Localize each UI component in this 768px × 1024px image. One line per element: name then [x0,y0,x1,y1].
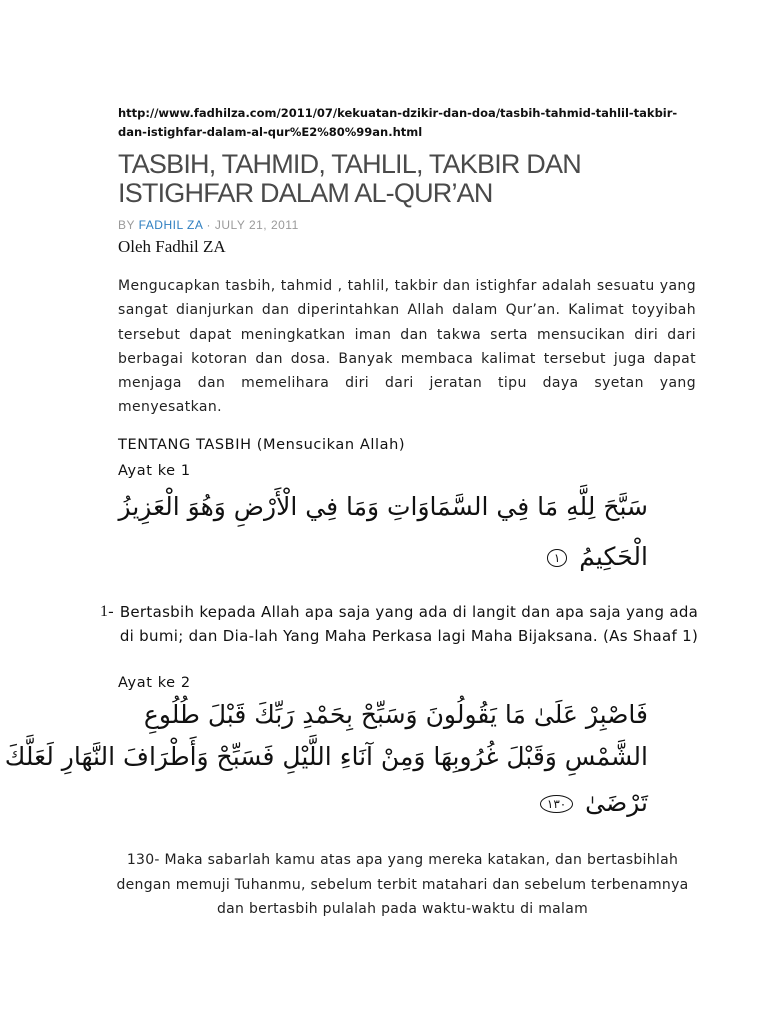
ayat-2-label: Ayat ke 2 [118,675,191,691]
ayat-1-translation-block [100,600,700,648]
ayat-2-arabic-text: تَرْضَىٰ [585,788,648,817]
ayat-2-arabic-line-1: فَاصْبِرْ عَلَىٰ مَا يَقُولُونَ وَسَبِّحْ بِحَمْدِ رَبِّكَ قَبْلَ طُلُوعِ [143,700,648,729]
article-title: TASBIH, TAHMID, TAHLIL, TAKBIR DAN ISTIGHFAR DALAM AL-QUR’AN [118,149,581,208]
source-url[interactable]: http://www.fadhilza.com/2011/07/kekuatan-dzikir-dan-doa/tasbih-tahmid-tahlil-takbir-dan-istighfar-dalam-al-qur%E2%80%99an.html [118,106,678,139]
ayat-1-translation: Bertasbih kepada Allah apa saja yang ada di langit dan apa saja yang ada di bumi; dan Dia-lah Yang Maha Perkasa lagi Maha Bijaksana. (As Shaaf 1) [119,603,699,645]
intro-paragraph: Mengucapkan tasbih, tahmid , tahlil, takbir dan istighfar adalah sesuatu yang sangat dianjurkan dan diperintahkan Allah dalam Qur’an. Kalimat toyyibah tersebut dapat meningkatkan iman dan takwa serta mensucikan diri dari berbagai kotoran dan dosa. Banyak membaca kalimat tersebut juga dapat menjaga dan memelihara diri dari jeratan tipu daya syetan yang menyesatkan. [118,278,696,416]
translation-number: 1- [100,603,114,620]
ayat-2-arabic-line-2: الشَّمْسِ وَقَبْلَ غُرُوبِهَا وَمِنْ آنَاءِ اللَّيْلِ فَسَبِّحْ وَأَطْرَافَ النَّهَارِ لَعَلَّكَ [4,742,648,771]
author-link[interactable]: FADHIL ZA [138,218,203,232]
ayat-1-label: Ayat ke 1 [118,463,191,479]
section-heading: TENTANG TASBIH (Mensucikan Allah) [118,437,406,453]
ayat-1-arabic-text: الْحَكِيمُ [579,542,648,571]
byline-prefix: BY [118,218,139,232]
ayat-1-arabic-line-2 [547,542,648,571]
byline-date: · JULY 21, 2011 [202,218,299,232]
ayat-2-arabic-line-3 [540,788,648,817]
byline [118,218,299,232]
ayat-2-translation: 130- Maka sabarlah kamu atas apa yang mereka katakan, dan bertasbihlah dengan memuji Tuhanmu, sebelum terbit matahari dan sebelum terbenamnya dan bertasbih pulalah pada waktu-waktu di malam [116,852,689,917]
verse-number-marker: ١ [547,549,567,567]
author-credit: Oleh Fadhil ZA [118,237,226,256]
ayat-1-arabic-line-1: سَبَّحَ لِلَّهِ مَا فِي السَّمَاوَاتِ وَمَا فِي الْأَرْضِ وَهُوَ الْعَزِيزُ [118,492,648,521]
verse-number-marker: ١٣٠ [540,795,573,813]
